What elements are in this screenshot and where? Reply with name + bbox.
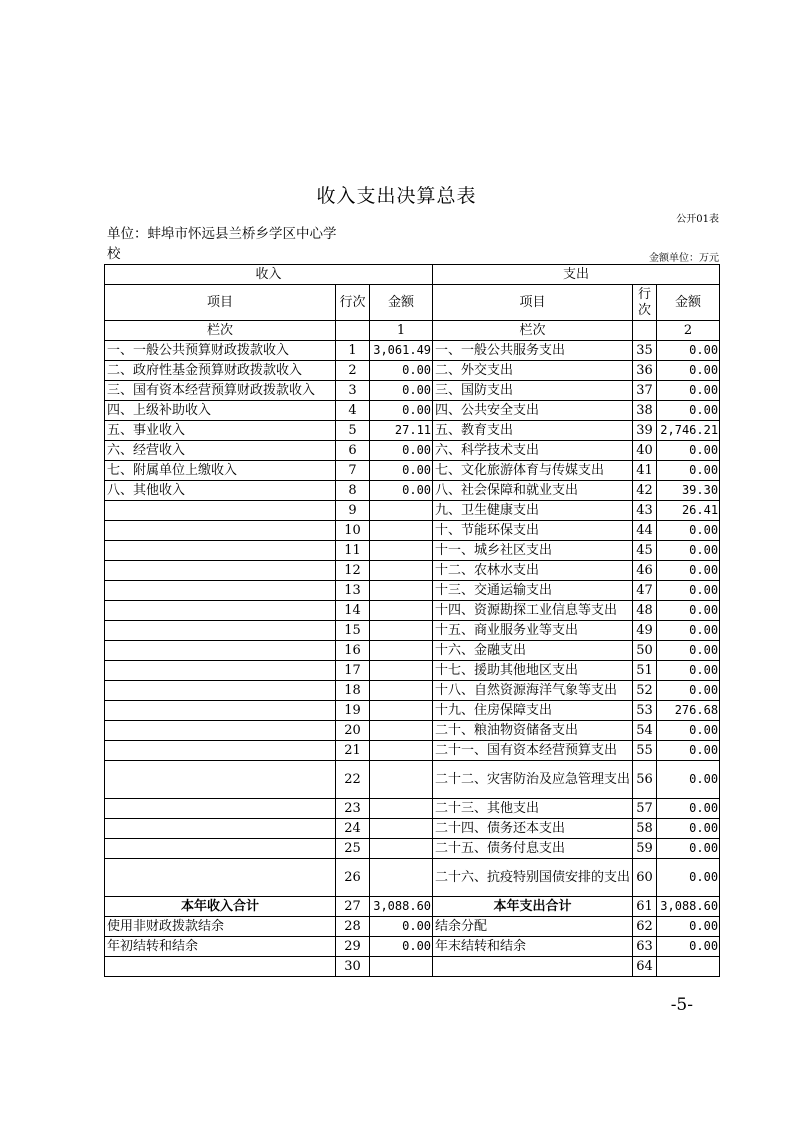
table-row [105,799,720,819]
income-line-cell: 26 [336,859,370,897]
income-item-cell [105,819,336,839]
table-row [105,721,720,741]
income-item-cell [105,541,336,561]
expense-item-cell: 十八、自然资源海洋气象等支出 [433,681,633,701]
expense-item-cell: 二十五、债务付息支出 [433,839,633,859]
expense-line-cell: 58 [633,819,657,839]
expense-item-cell: 五、教育支出 [433,421,633,441]
income-amount-cell [370,601,433,621]
page-number: -5- [670,995,693,1015]
expense-amount-cell: 0.00 [657,621,720,641]
expense-amount-cell: 0.00 [657,681,720,701]
expense-amount-cell: 0.00 [657,661,720,681]
income-amount-cell: 0.00 [370,441,433,461]
income-amount-cell [370,561,433,581]
income-line-cell: 10 [336,521,370,541]
expense-line-cell: 50 [633,641,657,661]
income-line-cell: 27 [336,897,370,917]
section-header-row [105,265,720,285]
expense-amount-cell: 0.00 [657,601,720,621]
income-amount-cell [370,741,433,761]
expense-line-cell: 42 [633,481,657,501]
expense-line-cell: 48 [633,601,657,621]
income-amount-cell [370,641,433,661]
income-amount-cell [370,799,433,819]
expense-item-cell: 十六、金融支出 [433,641,633,661]
col-header-expense-line: 行次 [633,285,657,321]
income-amount-cell [370,701,433,721]
income-line-cell: 29 [336,937,370,957]
expense-item-cell: 二、外交支出 [433,361,633,381]
income-amount-cell [370,819,433,839]
expense-amount-cell: 0.00 [657,937,720,957]
expense-line-cell: 52 [633,681,657,701]
income-amount-cell [370,661,433,681]
expense-line-cell: 55 [633,741,657,761]
income-item-cell: 二、政府性基金预算财政拨款收入 [105,361,336,381]
income-item-cell [105,799,336,819]
expense-line-cell: 36 [633,361,657,381]
expense-amount-cell: 0.00 [657,521,720,541]
expense-item-cell: 十三、交通运输支出 [433,581,633,601]
income-amount-cell: 0.00 [370,937,433,957]
table-row [105,917,720,937]
expense-item-cell: 十九、住房保障支出 [433,701,633,721]
income-line-cell: 21 [336,741,370,761]
expense-item-cell: 结余分配 [433,917,633,937]
col-index-label: 栏次 [105,321,336,341]
expense-line-cell: 40 [633,441,657,461]
income-amount-cell [370,521,433,541]
expense-line-cell: 43 [633,501,657,521]
col-index-label-2: 栏次 [433,321,633,341]
expense-item-cell: 六、科学技术支出 [433,441,633,461]
income-item-cell: 七、附属单位上缴收入 [105,461,336,481]
income-amount-cell [370,501,433,521]
income-expense-table [104,264,720,977]
expense-amount-cell: 0.00 [657,839,720,859]
column-header-row [105,285,720,321]
table-row [105,641,720,661]
income-line-cell: 1 [336,341,370,361]
income-line-cell: 23 [336,799,370,819]
expense-item-cell: 二十二、灾害防治及应急管理支出 [433,761,633,799]
col-header-income-line: 行次 [336,285,370,321]
income-line-cell: 18 [336,681,370,701]
income-line-cell: 14 [336,601,370,621]
expense-line-cell: 60 [633,859,657,897]
table-row [105,461,720,481]
expense-line-cell: 56 [633,761,657,799]
income-line-cell: 13 [336,581,370,601]
expense-amount-cell: 276.68 [657,701,720,721]
income-line-cell: 16 [336,641,370,661]
income-amount-cell [370,621,433,641]
income-line-cell: 8 [336,481,370,501]
income-item-cell: 八、其他收入 [105,481,336,501]
col-index-empty [336,321,370,341]
income-line-cell: 25 [336,839,370,859]
expense-amount-cell: 0.00 [657,381,720,401]
income-section-header: 收入 [105,265,433,285]
col-header-income-item: 项目 [105,285,336,321]
table-row [105,897,720,917]
col-index-2: 2 [657,321,720,341]
expense-line-cell: 47 [633,581,657,601]
expense-line-cell: 46 [633,561,657,581]
income-item-cell: 三、国有资本经营预算财政拨款收入 [105,381,336,401]
unit-label: 单位：蚌埠市怀远县兰桥乡学区中心学校 [107,226,337,262]
expense-line-cell: 38 [633,401,657,421]
income-line-cell: 2 [336,361,370,381]
expense-item-cell: 一、一般公共服务支出 [433,341,633,361]
expense-line-cell: 59 [633,839,657,859]
expense-item-cell: 八、社会保障和就业支出 [433,481,633,501]
income-item-cell [105,741,336,761]
expense-line-cell: 63 [633,937,657,957]
income-amount-cell: 27.11 [370,421,433,441]
income-line-cell: 22 [336,761,370,799]
income-line-cell: 15 [336,621,370,641]
income-amount-cell: 3,061.49 [370,341,433,361]
income-item-cell [105,721,336,741]
expense-line-cell: 54 [633,721,657,741]
table-row [105,541,720,561]
table-row [105,441,720,461]
table-row [105,701,720,721]
table-row [105,421,720,441]
expense-line-cell: 37 [633,381,657,401]
expense-item-cell: 十二、农林水支出 [433,561,633,581]
expense-amount-cell: 3,088.60 [657,897,720,917]
expense-amount-cell: 2,746.21 [657,421,720,441]
income-line-cell: 19 [336,701,370,721]
expense-section-header: 支出 [433,265,720,285]
table-row [105,381,720,401]
table-row [105,361,720,381]
income-item-cell [105,621,336,641]
expense-item-cell: 十一、城乡社区支出 [433,541,633,561]
expense-line-cell: 57 [633,799,657,819]
table-row [105,561,720,581]
expense-item-cell: 三、国防支出 [433,381,633,401]
income-item-cell [105,661,336,681]
expense-item-cell: 十七、援助其他地区支出 [433,661,633,681]
table-row [105,819,720,839]
income-item-cell [105,681,336,701]
income-amount-cell: 0.00 [370,461,433,481]
expense-amount-cell: 0.00 [657,541,720,561]
income-amount-cell [370,839,433,859]
expense-amount-cell [657,957,720,977]
expense-line-cell: 39 [633,421,657,441]
income-item-cell [105,601,336,621]
expense-amount-cell: 0.00 [657,819,720,839]
expense-line-cell: 45 [633,541,657,561]
income-item-cell: 年初结转和结余 [105,937,336,957]
income-line-cell: 7 [336,461,370,481]
expense-amount-cell: 0.00 [657,799,720,819]
income-line-cell: 24 [336,819,370,839]
expense-line-cell: 51 [633,661,657,681]
expense-item-cell: 十、节能环保支出 [433,521,633,541]
income-line-cell: 3 [336,381,370,401]
income-amount-cell [370,721,433,741]
income-item-cell [105,641,336,661]
table-row [105,481,720,501]
expense-amount-cell: 26.41 [657,501,720,521]
table-row [105,581,720,601]
expense-item-cell: 二十六、抗疫特别国债安排的支出 [433,859,633,897]
col-index-empty-2 [633,321,657,341]
income-line-cell: 9 [336,501,370,521]
amount-unit-label: 金额单位：万元 [649,253,719,264]
income-amount-cell [370,681,433,701]
expense-amount-cell: 0.00 [657,361,720,381]
col-header-income-amount: 金额 [370,285,433,321]
income-item-cell: 四、上级补助收入 [105,401,336,421]
income-amount-cell [370,957,433,977]
income-item-cell [105,957,336,977]
expense-amount-cell: 0.00 [657,561,720,581]
table-row [105,621,720,641]
table-row [105,859,720,897]
income-line-cell: 28 [336,917,370,937]
expense-line-cell: 62 [633,917,657,937]
table-body [105,341,720,977]
form-number: 公开01表 [676,214,719,225]
income-amount-cell: 0.00 [370,381,433,401]
expense-line-cell: 61 [633,897,657,917]
expense-line-cell: 49 [633,621,657,641]
expense-amount-cell: 0.00 [657,917,720,937]
income-item-cell [105,859,336,897]
expense-line-cell: 35 [633,341,657,361]
expense-item-cell: 四、公共安全支出 [433,401,633,421]
expense-item-cell [433,957,633,977]
expense-amount-cell: 0.00 [657,461,720,481]
expense-amount-cell: 0.00 [657,859,720,897]
expense-amount-cell: 0.00 [657,341,720,361]
income-amount-cell [370,761,433,799]
expense-amount-cell: 0.00 [657,641,720,661]
report-title: 收入支出决算总表 [316,185,477,207]
income-item-cell [105,561,336,581]
table-row [105,957,720,977]
expense-line-cell: 53 [633,701,657,721]
table-row [105,741,720,761]
table-row [105,661,720,681]
income-amount-cell: 0.00 [370,361,433,381]
income-line-cell: 6 [336,441,370,461]
income-amount-cell: 3,088.60 [370,897,433,917]
income-amount-cell [370,541,433,561]
table-row [105,601,720,621]
income-item-cell [105,521,336,541]
expense-amount-cell: 0.00 [657,741,720,761]
expense-item-cell: 七、文化旅游体育与传媒支出 [433,461,633,481]
expense-line-cell: 44 [633,521,657,541]
income-line-cell: 5 [336,421,370,441]
income-item-cell [105,581,336,601]
income-item-cell: 一、一般公共预算财政拨款收入 [105,341,336,361]
income-amount-cell: 0.00 [370,401,433,421]
expense-item-cell: 十五、商业服务业等支出 [433,621,633,641]
expense-amount-cell: 0.00 [657,761,720,799]
table-row [105,681,720,701]
table-row [105,839,720,859]
expense-item-cell: 本年支出合计 [433,897,633,917]
income-item-cell [105,839,336,859]
expense-item-cell: 二十四、债务还本支出 [433,819,633,839]
table-row [105,401,720,421]
expense-item-cell: 十四、资源勘探工业信息等支出 [433,601,633,621]
income-item-cell [105,501,336,521]
income-line-cell: 12 [336,561,370,581]
income-item-cell: 六、经营收入 [105,441,336,461]
income-line-cell: 11 [336,541,370,561]
table-row [105,501,720,521]
expense-amount-cell: 0.00 [657,441,720,461]
income-amount-cell: 0.00 [370,481,433,501]
expense-item-cell: 二十、粮油物资储备支出 [433,721,633,741]
column-index-row [105,321,720,341]
income-line-cell: 4 [336,401,370,421]
income-item-cell: 本年收入合计 [105,897,336,917]
expense-item-cell: 二十三、其他支出 [433,799,633,819]
expense-item-cell: 二十一、国有资本经营预算支出 [433,741,633,761]
table-row [105,341,720,361]
expense-amount-cell: 0.00 [657,581,720,601]
income-line-cell: 20 [336,721,370,741]
expense-amount-cell: 39.30 [657,481,720,501]
expense-line-cell: 41 [633,461,657,481]
table-row [105,521,720,541]
income-amount-cell: 0.00 [370,917,433,937]
income-item-cell [105,701,336,721]
expense-line-cell: 64 [633,957,657,977]
expense-amount-cell: 0.00 [657,721,720,741]
col-index-1: 1 [370,321,433,341]
table-row [105,937,720,957]
income-line-cell: 17 [336,661,370,681]
col-header-expense-item: 项目 [433,285,633,321]
income-amount-cell [370,859,433,897]
expense-item-cell: 九、卫生健康支出 [433,501,633,521]
income-item-cell [105,761,336,799]
table-row [105,761,720,799]
income-item-cell: 使用非财政拨款结余 [105,917,336,937]
col-header-expense-amount: 金额 [657,285,720,321]
income-line-cell: 30 [336,957,370,977]
expense-amount-cell: 0.00 [657,401,720,421]
expense-item-cell: 年末结转和结余 [433,937,633,957]
income-item-cell: 五、事业收入 [105,421,336,441]
income-amount-cell [370,581,433,601]
